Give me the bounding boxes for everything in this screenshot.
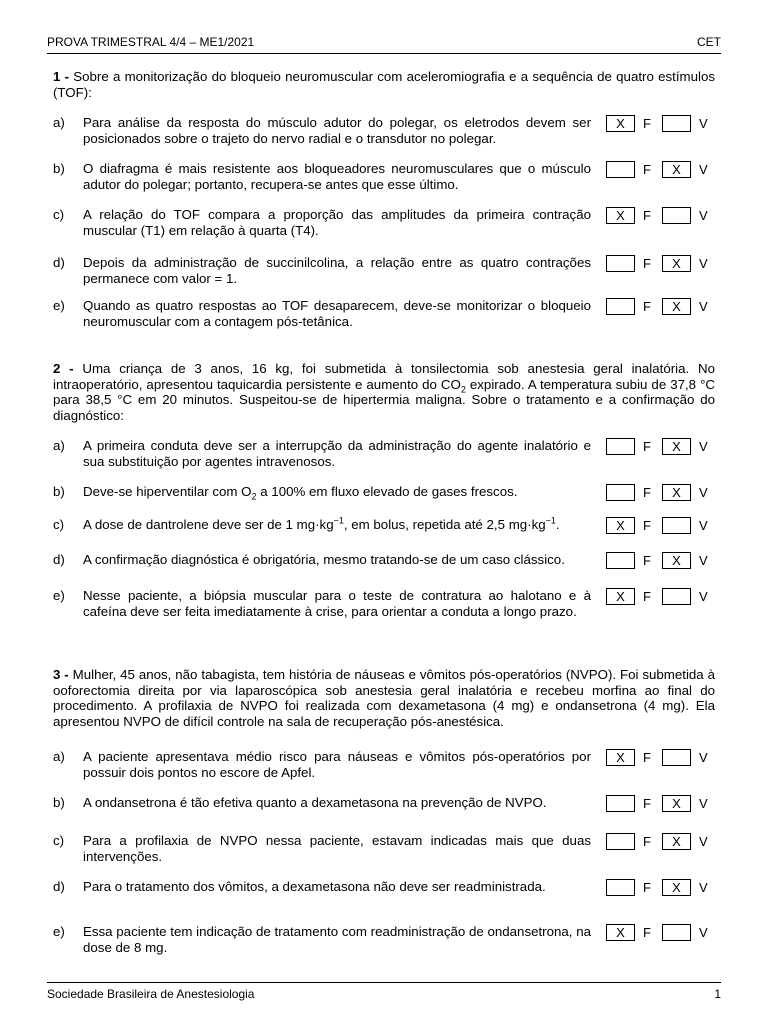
item-letter: d) [53, 879, 65, 894]
item-letter: c) [53, 207, 65, 222]
true-label: V [699, 796, 708, 811]
false-label: F [643, 834, 651, 849]
exam-title: PROVA TRIMESTRAL 4/4 – ME1/2021 [47, 35, 255, 49]
false-label: F [643, 880, 651, 895]
true-label: V [699, 208, 708, 223]
answer-group [606, 833, 718, 850]
false-checkbox[interactable] [606, 298, 635, 315]
true-label: V [699, 485, 708, 500]
page-header [47, 35, 721, 54]
question-number: 2 - [53, 361, 74, 376]
true-checkbox[interactable] [662, 207, 691, 224]
true-checkbox[interactable]: X [662, 161, 691, 178]
question-3-stem [53, 667, 715, 729]
item-letter: e) [53, 588, 65, 603]
false-checkbox[interactable] [606, 255, 635, 272]
true-checkbox[interactable]: X [662, 879, 691, 896]
true-checkbox[interactable]: X [662, 833, 691, 850]
false-checkbox[interactable]: X [606, 924, 635, 941]
answer-group [606, 115, 718, 132]
true-checkbox[interactable] [662, 517, 691, 534]
false-checkbox[interactable]: X [606, 517, 635, 534]
true-label: V [699, 439, 708, 454]
answer-group [606, 207, 718, 224]
subscript: 2 [251, 491, 257, 502]
superscript: −1 [545, 515, 556, 526]
item-text-part: A dose de dantrolene deve ser de 1 mg·kg [83, 517, 334, 532]
true-checkbox[interactable]: X [662, 484, 691, 501]
header-code: CET [697, 35, 721, 49]
false-label: F [643, 518, 651, 533]
item-text: Essa paciente tem indicação de tratamento com readministração de ondansetrona, na dose de 8 mg. [83, 924, 591, 955]
true-checkbox[interactable]: X [662, 438, 691, 455]
item-text: Para análise da resposta do músculo adutor do polegar, os eletrodos devem ser posicionados sobre o trajeto do nervo radial e o transdutor no polegar. [83, 115, 591, 146]
true-checkbox[interactable]: X [662, 795, 691, 812]
item-text: Depois da administração de succinilcolina, a relação entre as quatro contrações permanece com valor = 1. [83, 255, 591, 286]
subscript: 2 [460, 384, 466, 395]
true-label: V [699, 750, 708, 765]
item-letter: d) [53, 552, 65, 567]
item-text: Para o tratamento dos vômitos, a dexametasona não deve ser readministrada. [83, 879, 546, 894]
false-label: F [643, 589, 651, 604]
true-label: V [699, 589, 708, 604]
answer-group [606, 749, 718, 766]
true-checkbox[interactable] [662, 749, 691, 766]
item-letter: e) [53, 298, 65, 313]
item-letter: b) [53, 484, 65, 499]
false-checkbox[interactable] [606, 552, 635, 569]
item-letter: c) [53, 517, 65, 532]
item-letter: a) [53, 438, 65, 453]
true-label: V [699, 256, 708, 271]
true-label: V [699, 880, 708, 895]
answer-group [606, 298, 718, 315]
item-text: A paciente apresentava médio risco para náuseas e vômitos pós-operatórios por possuir dois pontos no escore de Apfel. [83, 749, 591, 780]
answer-group [606, 484, 718, 501]
item-text: A ondansetrona é tão efetiva quanto a dexametasona na prevenção de NVPO. [83, 795, 547, 810]
item-text-part: , em bolus, repetida até 2,5 mg·kg [343, 517, 546, 532]
item-text: A relação do TOF compara a proporção das amplitudes da primeira contração muscular (T1) em relação à quarta (T4). [83, 207, 591, 238]
true-checkbox[interactable] [662, 588, 691, 605]
item-text-part: Deve-se hiperventilar com O [83, 484, 252, 499]
item-text: A primeira conduta deve ser a interrupção da administração do agente inalatório e sua substituição por agentes intravenosos. [83, 438, 591, 469]
question-number: 1 - [53, 69, 70, 84]
question-number: 3 - [53, 667, 69, 682]
true-label: V [699, 925, 708, 940]
question-stem: Sobre a monitorização do bloqueio neuromuscular com aceleromiografia e a sequência de quatro estímulos (TOF): [53, 69, 715, 100]
item-text: O diafragma é mais resistente aos bloqueadores neuromusculares que o músculo adutor do polegar; portanto, recupera-se antes que esse último. [83, 161, 591, 192]
true-label: V [699, 834, 708, 849]
false-label: F [643, 796, 651, 811]
answer-group [606, 255, 718, 272]
answer-group [606, 438, 718, 455]
item-text: Para a profilaxia de NVPO nessa paciente, estavam indicadas mais que duas intervenções. [83, 833, 591, 864]
false-label: F [643, 925, 651, 940]
answer-group [606, 924, 718, 941]
false-checkbox[interactable] [606, 833, 635, 850]
answer-group [606, 588, 718, 605]
answer-group [606, 879, 718, 896]
false-checkbox[interactable] [606, 879, 635, 896]
true-label: V [699, 116, 708, 131]
item-text-part: . [555, 517, 560, 532]
question-2-stem [53, 361, 715, 423]
false-label: F [643, 116, 651, 131]
false-label: F [643, 553, 651, 568]
question-1-stem [53, 69, 715, 100]
item-letter: c) [53, 833, 65, 848]
false-checkbox[interactable]: X [606, 749, 635, 766]
question-stem-part: expirado. A temperatura subiu de 37,8 °C para 38,5 °C em 20 minutos. Suspeitou-se de hipertermia maligna. Sobre o tratamento e a confirmação do diagnóstico: [53, 376, 715, 423]
true-checkbox[interactable] [662, 924, 691, 941]
item-text: Nesse paciente, a biópsia muscular para o teste de contratura ao halotano e à cafeína deve ser feita imediatamente à crise, para orientar a conduta a longo prazo. [83, 588, 591, 619]
answer-group [606, 517, 718, 534]
false-checkbox[interactable] [606, 438, 635, 455]
item-text: A confirmação diagnóstica é obrigatória, mesmo tratando-se de um caso clássico. [83, 552, 565, 567]
true-label: V [699, 553, 708, 568]
item-letter: b) [53, 161, 65, 176]
false-checkbox[interactable]: X [606, 588, 635, 605]
item-text: Quando as quatro respostas ao TOF desaparecem, deve-se monitorizar o bloqueio neuromuscular com a contagem pós-tetânica. [83, 298, 591, 329]
false-checkbox[interactable]: X [606, 115, 635, 132]
item-text-part: a 100% em fluxo elevado de gases frescos. [256, 484, 518, 499]
true-label: V [699, 518, 708, 533]
false-label: F [643, 256, 651, 271]
false-checkbox[interactable] [606, 161, 635, 178]
false-label: F [643, 162, 651, 177]
item-letter: d) [53, 255, 65, 270]
false-checkbox[interactable] [606, 484, 635, 501]
item-text [83, 517, 591, 533]
question-stem-part: Uma criança de 3 anos, 16 kg, foi submetida à tonsilectomia sob anestesia geral inalatória. No intraoperatório, apresentou taquicardia persistente e aumento do CO [53, 361, 715, 392]
superscript: −1 [333, 515, 344, 526]
item-letter: b) [53, 795, 65, 810]
page-number: 1 [714, 987, 721, 1001]
answer-group [606, 552, 718, 569]
false-label: F [643, 299, 651, 314]
question-stem: Mulher, 45 anos, não tabagista, tem história de náuseas e vômitos pós-operatórios (NVPO). Foi submetida à ooforectomia direita por via laparoscópica sob anestesia geral inalatória e recebeu morfina ao final do procedimento. A profilaxia de NVPO foi realizada com dexametasona (4 mg) e ondansetrona (4 mg). Ela apresentou NVPO de difícil controle na sala de recuperação pós-anestésica. [53, 667, 715, 729]
true-label: V [699, 299, 708, 314]
item-letter: a) [53, 749, 65, 764]
true-checkbox[interactable]: X [662, 255, 691, 272]
true-label: V [699, 162, 708, 177]
item-letter: e) [53, 924, 65, 939]
item-letter: a) [53, 115, 65, 130]
false-label: F [643, 439, 651, 454]
item-text [83, 484, 591, 500]
page-footer [47, 982, 721, 1001]
false-label: F [643, 208, 651, 223]
false-checkbox[interactable] [606, 795, 635, 812]
false-label: F [643, 485, 651, 500]
false-label: F [643, 750, 651, 765]
true-checkbox[interactable]: X [662, 552, 691, 569]
answer-group [606, 795, 718, 812]
true-checkbox[interactable]: X [662, 298, 691, 315]
answer-group [606, 161, 718, 178]
false-checkbox[interactable]: X [606, 207, 635, 224]
true-checkbox[interactable] [662, 115, 691, 132]
footer-organization: Sociedade Brasileira de Anestesiologia [47, 987, 255, 1001]
